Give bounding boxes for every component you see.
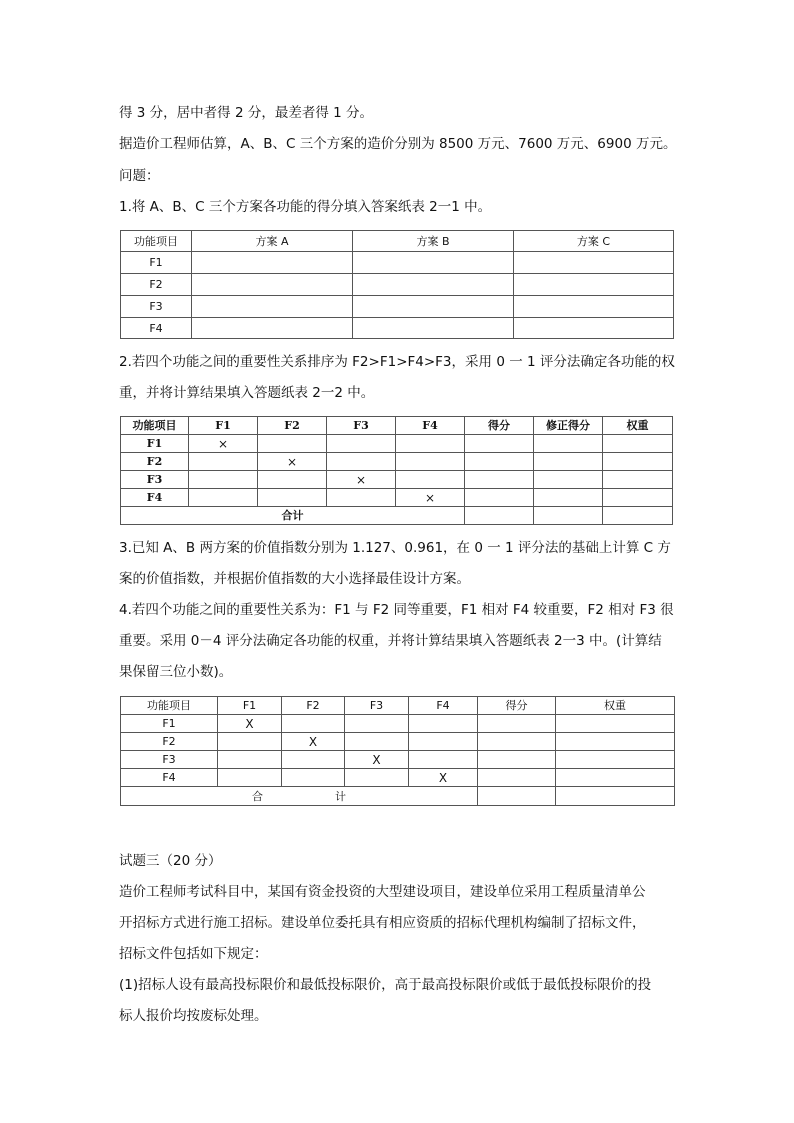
empty-cell xyxy=(189,489,258,507)
empty-cell xyxy=(258,489,327,507)
empty-cell xyxy=(556,787,675,806)
table-row-total xyxy=(121,507,673,525)
x-mark: X xyxy=(218,715,282,733)
row-label: F4 xyxy=(121,489,189,507)
cross-mark: × xyxy=(327,471,396,489)
row-label: F1 xyxy=(121,715,218,733)
total-label xyxy=(121,787,478,806)
empty-cell xyxy=(465,471,534,489)
empty-cell xyxy=(478,733,556,751)
question-1: 1.将 A、B、C 三个方案各功能的得分填入答案纸表 2一1 中。 xyxy=(119,199,492,215)
text-line: 造价工程师考试科目中，某国有资金投资的大型建设项目，建设单位采用工程质量清单公 xyxy=(119,884,646,900)
total-label-a: 合 xyxy=(252,789,263,803)
empty-cell xyxy=(465,435,534,453)
header-cell: 得分 xyxy=(478,697,556,715)
empty-cell xyxy=(218,733,282,751)
empty-cell xyxy=(282,715,345,733)
table-2-2 xyxy=(120,416,673,525)
header-cell: F1 xyxy=(189,417,258,435)
empty-cell xyxy=(409,751,478,769)
empty-cell xyxy=(556,769,675,787)
empty-cell xyxy=(345,769,409,787)
empty-cell xyxy=(465,507,534,525)
cross-mark: × xyxy=(258,453,327,471)
row-label: F4 xyxy=(121,769,218,787)
empty-cell xyxy=(478,751,556,769)
empty-cell xyxy=(189,471,258,489)
empty-cell xyxy=(514,252,674,274)
empty-cell xyxy=(534,453,603,471)
empty-cell xyxy=(353,296,514,318)
empty-cell xyxy=(396,453,465,471)
table-row xyxy=(121,733,675,751)
table-row xyxy=(121,489,673,507)
header-cell: 修正得分 xyxy=(534,417,603,435)
empty-cell xyxy=(603,507,673,525)
empty-cell xyxy=(478,769,556,787)
empty-cell xyxy=(556,733,675,751)
empty-cell xyxy=(478,787,556,806)
text-line: 标人报价均按废标处理。 xyxy=(119,1008,268,1024)
header-cell: F3 xyxy=(327,417,396,435)
header-cell: 得分 xyxy=(465,417,534,435)
table-row-total xyxy=(121,787,675,806)
text-line: 招标文件包括如下规定： xyxy=(119,946,268,962)
empty-cell xyxy=(192,274,353,296)
question-4-cont: 果保留三位小数)。 xyxy=(119,664,233,680)
total-label: 合计 xyxy=(121,507,465,525)
table-row xyxy=(121,274,674,296)
empty-cell xyxy=(514,274,674,296)
text-line: (1)招标人设有最高投标限价和最低投标限价，高于最高投标限价或低于最低投标限价的投 xyxy=(119,977,652,993)
question-4-cont: 重要。采用 0－4 评分法确定各功能的权重，并将计算结果填入答题纸表 2一3 中。(计算结 xyxy=(119,633,662,649)
table-row xyxy=(121,296,674,318)
table-row xyxy=(121,715,675,733)
header-cell: F1 xyxy=(218,697,282,715)
header-cell: 方案 A xyxy=(192,231,353,252)
empty-cell xyxy=(192,296,353,318)
empty-cell xyxy=(282,769,345,787)
empty-cell xyxy=(603,453,673,471)
question-2: 2.若四个功能之间的重要性关系排序为 F2>F1>F4>F3，采用 0 一 1 评分法确定各功能的权 xyxy=(119,354,675,370)
empty-cell xyxy=(603,489,673,507)
empty-cell xyxy=(556,715,675,733)
row-label: F2 xyxy=(121,274,192,296)
header-cell: F2 xyxy=(258,417,327,435)
table-row xyxy=(121,453,673,471)
x-mark: X xyxy=(282,733,345,751)
empty-cell xyxy=(345,715,409,733)
header-cell: F4 xyxy=(409,697,478,715)
text-line: 得 3 分，居中者得 2 分，最差者得 1 分。 xyxy=(119,105,374,121)
text-line: 问题： xyxy=(119,168,160,184)
empty-cell xyxy=(218,751,282,769)
empty-cell xyxy=(353,252,514,274)
empty-cell xyxy=(603,435,673,453)
table-row xyxy=(121,471,673,489)
empty-cell xyxy=(514,296,674,318)
header-cell: 功能项目 xyxy=(121,231,192,252)
empty-cell xyxy=(396,471,465,489)
header-cell: 方案 C xyxy=(514,231,674,252)
empty-cell xyxy=(345,733,409,751)
empty-cell xyxy=(396,435,465,453)
empty-cell xyxy=(409,715,478,733)
row-label: F2 xyxy=(121,733,218,751)
section-title: 试题三（20 分） xyxy=(119,853,222,869)
table-2-3 xyxy=(120,696,675,806)
header-cell: 功能项目 xyxy=(121,417,189,435)
row-label: F3 xyxy=(121,751,218,769)
header-cell: F4 xyxy=(396,417,465,435)
empty-cell xyxy=(534,471,603,489)
x-mark: X xyxy=(345,751,409,769)
row-label: F2 xyxy=(121,453,189,471)
row-label: F1 xyxy=(121,252,192,274)
x-mark: X xyxy=(409,769,478,787)
total-label-b: 计 xyxy=(335,789,346,803)
empty-cell xyxy=(353,274,514,296)
question-3: 3.已知 A、B 两方案的价值指数分别为 1.127、0.961，在 0 一 1 评分法的基础上计算 C 方 xyxy=(119,540,671,556)
header-cell: 方案 B xyxy=(353,231,514,252)
empty-cell xyxy=(327,453,396,471)
empty-cell xyxy=(465,453,534,471)
table-row xyxy=(121,318,674,339)
header-cell: 功能项目 xyxy=(121,697,218,715)
empty-cell xyxy=(282,751,345,769)
row-label: F1 xyxy=(121,435,189,453)
empty-cell xyxy=(478,715,556,733)
empty-cell xyxy=(192,318,353,339)
header-cell: 权重 xyxy=(556,697,675,715)
header-cell: F3 xyxy=(345,697,409,715)
empty-cell xyxy=(189,453,258,471)
empty-cell xyxy=(258,435,327,453)
empty-cell xyxy=(556,751,675,769)
row-label: F3 xyxy=(121,296,192,318)
empty-cell xyxy=(327,435,396,453)
empty-cell xyxy=(514,318,674,339)
header-cell: 权重 xyxy=(603,417,673,435)
table-row xyxy=(121,435,673,453)
question-4: 4.若四个功能之间的重要性关系为：F1 与 F2 同等重要，F1 相对 F4 较重要，F2 相对 F3 很 xyxy=(119,602,674,618)
row-label: F3 xyxy=(121,471,189,489)
table-row xyxy=(121,252,674,274)
header-cell: F2 xyxy=(282,697,345,715)
empty-cell xyxy=(534,507,603,525)
question-3-cont: 案的价值指数，并根据价值指数的大小选择最佳设计方案。 xyxy=(119,571,470,587)
table-row xyxy=(121,769,675,787)
cross-mark: × xyxy=(396,489,465,507)
row-label: F4 xyxy=(121,318,192,339)
table-2-1 xyxy=(120,230,674,339)
text-line: 开招标方式进行施工招标。建设单位委托具有相应资质的招标代理机构编制了招标文件， xyxy=(119,915,646,931)
empty-cell xyxy=(353,318,514,339)
empty-cell xyxy=(603,471,673,489)
empty-cell xyxy=(465,489,534,507)
empty-cell xyxy=(327,489,396,507)
empty-cell xyxy=(534,435,603,453)
empty-cell xyxy=(409,733,478,751)
empty-cell xyxy=(534,489,603,507)
table-row xyxy=(121,751,675,769)
empty-cell xyxy=(218,769,282,787)
empty-cell xyxy=(192,252,353,274)
question-2-cont: 重，并将计算结果填入答题纸表 2一2 中。 xyxy=(119,385,375,401)
empty-cell xyxy=(258,471,327,489)
text-line: 据造价工程师估算，A、B、C 三个方案的造价分别为 8500 万元、7600 万元、6900 万元。 xyxy=(119,136,677,152)
cross-mark: × xyxy=(189,435,258,453)
